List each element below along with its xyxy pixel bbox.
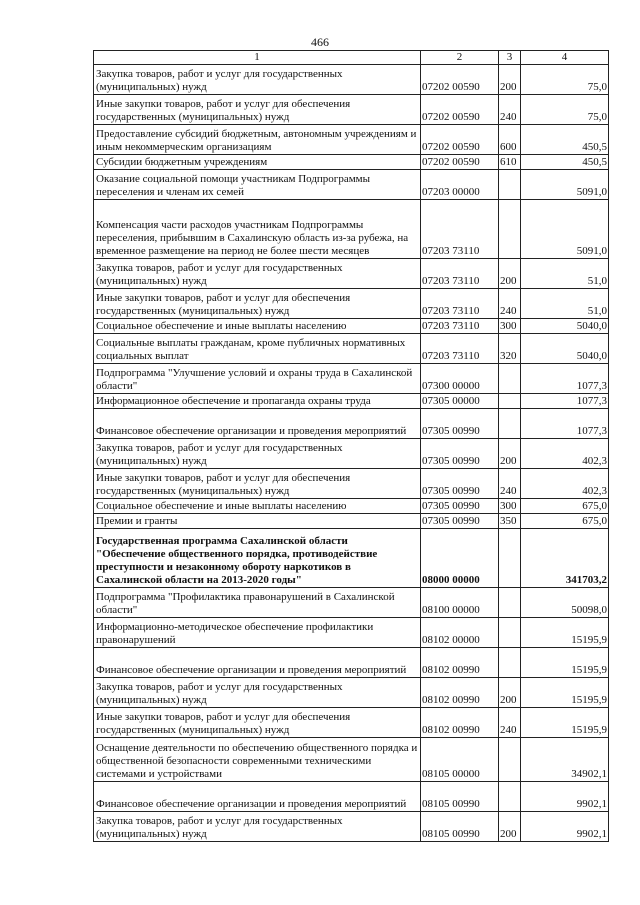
table-row [94,409,609,439]
table-row [94,648,609,678]
cell-kind: 320 [499,334,521,364]
table-row [94,334,609,364]
cell-kind: 200 [499,259,521,289]
cell-kind [499,394,521,409]
cell-name: Государственная программа Сахалинской области "Обеспечение общественного порядка, противодействие преступности и незаконному обороту наркотиков в Сахалинской области на 2013-2020 годы" [94,529,421,588]
cell-amount: 5040,0 [521,319,609,334]
table-row [94,529,609,588]
table-row [94,588,609,618]
cell-kind: 600 [499,125,521,155]
table-row [94,319,609,334]
cell-name: Оказание социальной помощи участникам Подпрограммы переселения и членам их семей [94,170,421,200]
cell-code: 07203 00000 [421,170,499,200]
cell-code: 08102 00990 [421,648,499,678]
cell-amount: 675,0 [521,514,609,529]
table-body [94,65,609,842]
table-row [94,439,609,469]
cell-name: Подпрограмма "Улучшение условий и охраны труда в Сахалинской области" [94,364,421,394]
cell-kind [499,588,521,618]
cell-name: Подпрограмма "Профилактика правонарушений в Сахалинской области" [94,588,421,618]
cell-code: 07202 00590 [421,155,499,170]
table-row [94,65,609,95]
cell-kind [499,618,521,648]
cell-kind: 300 [499,319,521,334]
cell-kind [499,529,521,588]
cell-amount: 15195,9 [521,648,609,678]
table-row [94,95,609,125]
table-row [94,618,609,648]
cell-code: 07203 73110 [421,289,499,319]
cell-amount: 75,0 [521,95,609,125]
cell-code: 08105 00990 [421,782,499,812]
cell-kind: 240 [499,289,521,319]
cell-name: Закупка товаров, работ и услуг для государственных (муниципальных) нужд [94,678,421,708]
cell-amount: 1077,3 [521,394,609,409]
cell-kind: 240 [499,708,521,738]
cell-amount: 51,0 [521,289,609,319]
cell-amount: 5091,0 [521,200,609,259]
cell-amount: 15195,9 [521,678,609,708]
cell-name: Иные закупки товаров, работ и услуг для обеспечения государственных (муниципальных) нужд [94,95,421,125]
cell-code: 07202 00590 [421,65,499,95]
cell-amount: 9902,1 [521,782,609,812]
page-number: 466 [311,35,329,49]
cell-code: 08105 00990 [421,812,499,842]
cell-name: Социальные выплаты гражданам, кроме публичных нормативных социальных выплат [94,334,421,364]
cell-name: Субсидии бюджетным учреждениям [94,155,421,170]
cell-amount: 75,0 [521,65,609,95]
table-row [94,678,609,708]
cell-name: Закупка товаров, работ и услуг для государственных (муниципальных) нужд [94,259,421,289]
cell-name: Финансовое обеспечение организации и проведения мероприятий [94,648,421,678]
cell-code: 08000 00000 [421,529,499,588]
cell-kind: 240 [499,95,521,125]
header-col-code: 2 [421,51,499,65]
cell-amount: 1077,3 [521,409,609,439]
cell-kind [499,782,521,812]
cell-code: 07203 73110 [421,319,499,334]
table-row [94,738,609,782]
cell-amount: 9902,1 [521,812,609,842]
cell-kind: 200 [499,812,521,842]
cell-kind [499,648,521,678]
cell-code: 07203 73110 [421,259,499,289]
cell-name: Иные закупки товаров, работ и услуг для обеспечения государственных (муниципальных) нужд [94,289,421,319]
cell-name: Иные закупки товаров, работ и услуг для обеспечения государственных (муниципальных) нужд [94,469,421,499]
header-col-kind: 3 [499,51,521,65]
cell-code: 07300 00000 [421,364,499,394]
cell-code: 07203 73110 [421,200,499,259]
cell-name: Компенсация части расходов участникам Подпрограммы переселения, прибывшим в Сахалинскую область из-за рубежа, на временное размещение на период не более шести месяцев [94,200,421,259]
table-row [94,364,609,394]
cell-kind: 200 [499,65,521,95]
table-row [94,514,609,529]
cell-code: 07305 00990 [421,499,499,514]
cell-kind [499,200,521,259]
cell-name: Закупка товаров, работ и услуг для государственных (муниципальных) нужд [94,812,421,842]
cell-code: 08100 00000 [421,588,499,618]
cell-kind [499,409,521,439]
table-row [94,708,609,738]
cell-amount: 15195,9 [521,708,609,738]
table-row [94,782,609,812]
cell-amount: 402,3 [521,439,609,469]
cell-name: Социальное обеспечение и иные выплаты населению [94,499,421,514]
header-col-name: 1 [94,51,421,65]
cell-code: 07305 00990 [421,469,499,499]
cell-amount: 34902,1 [521,738,609,782]
cell-code: 07203 73110 [421,334,499,364]
cell-amount: 5040,0 [521,334,609,364]
cell-amount: 51,0 [521,259,609,289]
header-col-amount: 4 [521,51,609,65]
table-row [94,259,609,289]
cell-amount: 1077,3 [521,364,609,394]
cell-code: 08102 00000 [421,618,499,648]
table-row [94,812,609,842]
cell-code: 08102 00990 [421,708,499,738]
cell-code: 08102 00990 [421,678,499,708]
table-row [94,125,609,155]
cell-name: Информационно-методическое обеспечение профилактики правонарушений [94,618,421,648]
cell-kind: 610 [499,155,521,170]
cell-name: Социальное обеспечение и иные выплаты населению [94,319,421,334]
cell-name: Иные закупки товаров, работ и услуг для обеспечения государственных (муниципальных) нужд [94,708,421,738]
cell-code: 07202 00590 [421,125,499,155]
cell-name: Информационное обеспечение и пропаганда охраны труда [94,394,421,409]
cell-kind: 240 [499,469,521,499]
table-row [94,499,609,514]
cell-name: Закупка товаров, работ и услуг для государственных (муниципальных) нужд [94,439,421,469]
cell-name: Финансовое обеспечение организации и проведения мероприятий [94,782,421,812]
cell-kind: 200 [499,439,521,469]
budget-table [93,50,609,842]
cell-name: Предоставление субсидий бюджетным, автономным учреждениям и иным некоммерческим организациям [94,125,421,155]
cell-code: 07305 00990 [421,409,499,439]
table-row [94,289,609,319]
cell-code: 07305 00990 [421,514,499,529]
table-row [94,170,609,200]
cell-kind: 300 [499,499,521,514]
cell-kind [499,170,521,200]
cell-kind: 350 [499,514,521,529]
cell-amount: 450,5 [521,125,609,155]
cell-amount: 402,3 [521,469,609,499]
cell-kind [499,738,521,782]
table-row [94,155,609,170]
table-row [94,200,609,259]
cell-name: Оснащение деятельности по обеспечению общественного порядка и общественной безопасности современными техническими системами и устройствами [94,738,421,782]
table-row [94,469,609,499]
cell-code: 07305 00000 [421,394,499,409]
cell-name: Закупка товаров, работ и услуг для государственных (муниципальных) нужд [94,65,421,95]
cell-amount: 675,0 [521,499,609,514]
cell-amount: 50098,0 [521,588,609,618]
cell-code: 07305 00990 [421,439,499,469]
cell-kind: 200 [499,678,521,708]
cell-name: Премии и гранты [94,514,421,529]
cell-amount: 341703,2 [521,529,609,588]
cell-code: 08105 00000 [421,738,499,782]
cell-amount: 5091,0 [521,170,609,200]
cell-name: Финансовое обеспечение организации и проведения мероприятий [94,409,421,439]
table-row [94,394,609,409]
cell-kind [499,364,521,394]
cell-amount: 15195,9 [521,618,609,648]
table-header-row [94,51,609,65]
cell-amount: 450,5 [521,155,609,170]
cell-code: 07202 00590 [421,95,499,125]
